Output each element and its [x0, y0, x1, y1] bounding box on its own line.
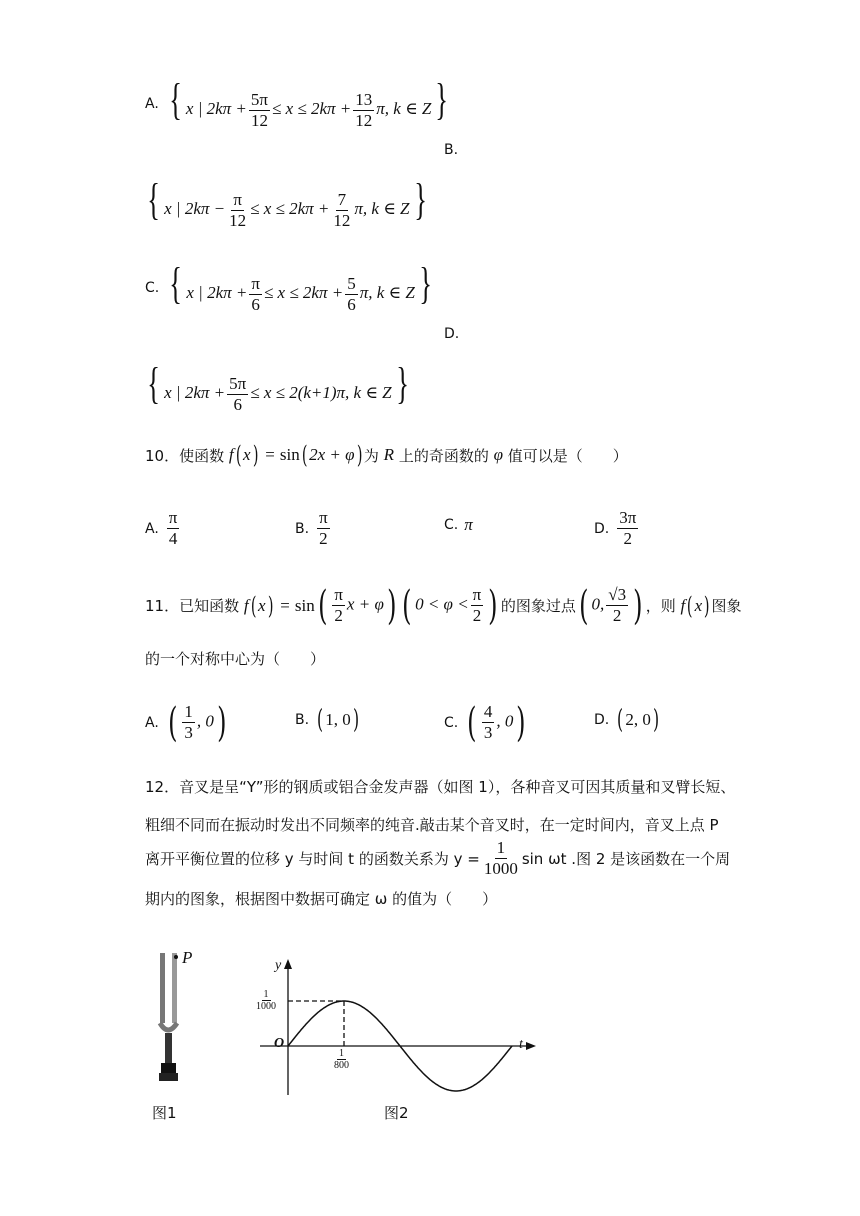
- q9-option-d: [143, 359, 413, 415]
- q10-option-a: A. $\frac{\pi}{4}$: [145, 508, 178, 548]
- fork-base: [161, 1063, 176, 1073]
- y-axis-label: y: [275, 958, 282, 973]
- q10-option-d: D. $\frac{3\pi}{2}$: [594, 508, 637, 548]
- stem-text: 离开平衡位置的位移 y 与时间 t 的函数关系为 y =: [145, 850, 480, 868]
- tuning-fork-figure: [140, 945, 210, 1095]
- q10-stem: 10．使函数 f ( x ) = sin ( 2x + φ ) 为 R 上的奇函数的 φ 值可以是（ ）: [145, 441, 628, 469]
- option-label: C.: [145, 280, 160, 297]
- q9-option-d-label: [444, 326, 465, 342]
- option-label: C.: [444, 517, 459, 533]
- option-label: A.: [145, 96, 159, 113]
- option-label: B.: [295, 520, 310, 537]
- q9-option-c: [145, 259, 436, 315]
- q11-option-b: B. ( 1, 0 ): [295, 705, 359, 735]
- q11-option-d: D. ( 2, 0 ): [594, 705, 660, 735]
- x-tick-den: 800: [334, 1060, 349, 1071]
- q11-stem-line2: [145, 648, 325, 669]
- set-expression-b: { x | 2kπ − $\frac{\pi}{12}$ ≤ x ≤ 2kπ + $\frac{7}{12}$ π, k ∈ Z}: [147, 175, 427, 230]
- q12-line1: [145, 776, 735, 797]
- set-expression-d: { x | 2kπ + $\frac{5\pi}{6}$ ≤ x ≤ 2(k+1)π, k ∈ Z}: [147, 359, 409, 414]
- q11-option-c: C. ( $\frac{4}{3}$ , 0 ): [444, 699, 526, 746]
- q9-option-b: [143, 175, 431, 231]
- q12-line4: [145, 888, 497, 909]
- formula-numerator: 1: [496, 838, 506, 857]
- sine-graph-figure: [250, 955, 540, 1105]
- stem-text: 期内的图象，根据图中数据可确定 ω 的值为（ ）: [145, 890, 498, 908]
- figure-2-caption: 图2: [384, 1104, 409, 1122]
- q10-option-c: C. π: [444, 515, 473, 534]
- fork-prong-right: [172, 953, 177, 1023]
- y-tick-num: 1: [263, 989, 269, 1000]
- q12-line2: [145, 814, 719, 835]
- stem-text: sin ωt .图 2 是该函数在一个周: [521, 850, 731, 868]
- option-label: D.: [594, 712, 610, 728]
- option-label: B.: [295, 712, 310, 728]
- set-expression-c: { x | 2kπ + $\frac{\pi}{6}$ ≤ x ≤ 2kπ + $\frac{5}{6}$ π, k ∈ Z}: [169, 259, 432, 314]
- stem-text: 12．音叉是呈“Y”形的钢质或铝合金发声器（如图 1），各种音叉可因其质量和叉臂长短、: [145, 778, 736, 796]
- x-tick-num: 1: [339, 1048, 344, 1059]
- option-label: C.: [444, 714, 459, 731]
- option-label: D.: [444, 326, 460, 342]
- formula-denominator: 1000: [483, 859, 518, 878]
- y-tick-den: 1000: [256, 1001, 276, 1012]
- q11-stem-line1: 11．已知函数 f ( x ) = sin ( $\frac{\pi}{2}$ x + φ ) ( 0 < φ < $\frac{\pi}{2}$ ) 的图象过点 ( 0, $\frac{√3}{2}$ ) ，则 f ( x ) 图象: [145, 582, 742, 629]
- t-axis-label: t: [519, 1037, 523, 1052]
- q9-option-a: [145, 75, 453, 131]
- fork-prong-left: [160, 953, 165, 1023]
- point-p-label: P: [182, 948, 193, 967]
- q11-option-a: A. ( $\frac{1}{3}$ , 0 ): [145, 699, 227, 746]
- figure-1-caption: 图1: [152, 1104, 177, 1122]
- set-expression-a: { x | 2kπ + $\frac{5\pi}{12}$ ≤ x ≤ 2kπ + $\frac{13}{12}$ π, k ∈ Z}: [169, 75, 449, 130]
- option-label: A.: [145, 714, 159, 731]
- x-tick-label: [334, 1048, 349, 1071]
- t-axis-arrow: [526, 1042, 536, 1050]
- y-axis-arrow: [284, 959, 292, 969]
- fork-stem: [165, 1033, 172, 1065]
- option-label: B.: [444, 142, 459, 158]
- stem-text: 的一个对称中心为（ ）: [145, 650, 326, 668]
- option-label: D.: [594, 520, 610, 537]
- point-p-marker: [174, 955, 178, 959]
- fork-bend: [160, 1023, 177, 1030]
- q12-line3: [145, 838, 730, 879]
- option-label: A.: [145, 520, 159, 537]
- fork-foot: [159, 1073, 178, 1081]
- q9-option-b-label: [444, 142, 464, 158]
- stem-text: 粗细不同而在振动时发出不同频率的纯音.敲击某个音叉时，在一定时间内，音叉上点 P: [145, 816, 719, 834]
- y-tick-label: [256, 989, 276, 1012]
- q10-option-b: B. $\frac{\pi}{2}$: [295, 508, 328, 548]
- origin-label: O: [274, 1036, 285, 1051]
